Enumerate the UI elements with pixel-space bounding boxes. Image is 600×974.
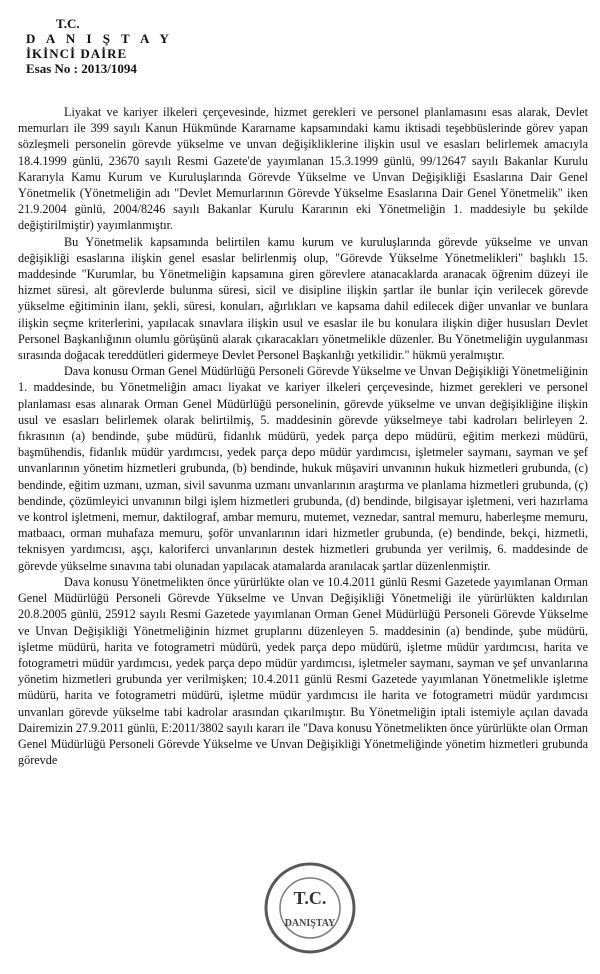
paragraph-1: Liyakat ve kariyer ilkeleri çerçevesinde, hizmet gerekleri ve personel planlamasını esas alarak, Devlet memurları ile 399 sayılı Kanun Hükmünde Kararname kapsamındaki kamu iktisadi teşebbüslerinde görev yapan sözleşmeli personelin görevde yükselme ve unvan değişikliklerine ilişkin usul ve esasları belirlemek amacıyla 18.4.1999 günlü, 23670 sayılı Resmi Gazete'de yayımlanan 15.3.1999 günlü, 99/12647 sayılı Bakanlar Kurulu Kararıyla Kamu Kurum ve Kuruluşlarında Görevde Yükselme ve Unvan Değişikliği Esaslarına Dair Genel Yönetmelik (Yönetmeliğin adı "Devlet Memurlarının Görevde Yükselme Esaslarına Dair Genel Yönetmelik" iken 21.9.2004 günlü, 2004/8246 sayılı Bakanlar Kurulu Kararının eki Yönetmeliğin 1. maddesiyle bu şekilde değiştirilmiştir) yayımlanmıştır. bbox=[18, 105, 588, 233]
header-tc: T.C. bbox=[56, 16, 80, 31]
paragraph-2: Bu Yönetmelik kapsamında belirtilen kamu kurum ve kuruluşlarında görevde yükselme ve unvan değişikliği esaslarına ilişkin genel esaslar belirlenmiş olup, "Görevde Yükselme Yönetmelikleri" başlıklı 15. maddesinde "Kurumlar, bu Yönetmeliğin kapsamına giren görevlere atanacaklarda aranacak öğrenim düzeyi ile hizmet süresi, alt görevlerde bulunma süresi, sicil ve disipline ilişkin şartlar ile bunlar için verilecek görevde yükselme eğitiminin ilanı, şekli, süresi, konuları, ağırlıkları ve kapsama dahil edilecek diğer unvanlar ve bunlara ilişkin seçme kriterlerini, yapılacak sınavlara ilişkin usul ve esaslar ile bu konulara ilişkin diğer hususları Devlet Personel Başkanlığının olumlu görüşünü alarak çıkaracakları yönetmelikle düzenler. Bu Yönetmeliğin uygulanması sırasında doğacak tereddütleri gidermeye Devlet Personel Başkanlığı yetkilidir." hükmü yeralmıştır. bbox=[18, 234, 588, 363]
header-court: D A N I Ş T A Y bbox=[26, 31, 173, 46]
court-seal-stamp bbox=[262, 860, 358, 956]
svg-text:DANIŞTAY: DANIŞTAY bbox=[284, 918, 336, 929]
document-body bbox=[18, 104, 588, 768]
document-header bbox=[26, 16, 173, 76]
header-case-no: Esas No : 2013/1094 bbox=[26, 61, 137, 76]
header-department: İKİNCİ DAİRE bbox=[26, 46, 128, 61]
paragraph-3: Dava konusu Orman Genel Müdürlüğü Personeli Görevde Yükselme ve Unvan Değişikliği Yönetmeliğinin 1. maddesinde, bu Yönetmeliğin amacı liyakat ve kariyer ilkeleri çerçevesinde, hizmet gerekleri ve personel planlaması esas alınarak Orman Genel Müdürlüğü personelinin, görevde yükselme ve unvan değişikliğine ilişkin usul ve esasları belirlemek olarak belirtilmiş, 5. maddesinin görevde yükselmeye tabi kadroları belirleyen 2. fıkrasının (a) bendinde, şube müdürü, fidanlık müdürü, yedek parça depo müdürü, eğitim merkezi müdürü, başmühendis, fidanlık müdür yardımcısı, yedek parça depo müdür yardımcısı, işletmeler saymanı, sayman ve şef unvanlarının yönetim hizmetleri grubunda, (b) bendinde, hukuk müşaviri unvanının hukuk hizmetleri grubunda, (c) bendinde, eğitim uzmanı, uzman, sivil savunma uzmanı unvanlarının araştırma ve planlama hizmetleri grubunda, (ç) bendinde, çözümleyici unvanının bilgi işlem hizmetleri grubunda, (d) bendinde, bilgisayar işletmeni, veri hazırlama ve kontrol işletmeni, memur, daktilograf, ambar memuru, mutemet, veznedar, santral memuru, haberleşme memuru, matbaacı, orman muhafaza memuru, şoför unvanlarının idari hizmetler grubunda, (e) bendinde, bekçi, hizmetli, teknisyen yardımcısı, aşçı, kaloriferci unvanlarının destek hizmetleri grubunda yer verilmiş, 6. maddesinde de görevde yükselme sınavına tabi olunadan yapılacak atamalarda aranılacak şartlar düzenlenmiştir. bbox=[18, 364, 588, 573]
paragraph-4: Dava konusu Yönetmelikten önce yürürlükte olan ve 10.4.2011 günlü Resmi Gazetede yayımlanan Orman Genel Müdürlüğü Personeli Görevde Yükselme ve Unvan Değişikliği Yönetmeliği ile yürürlükten kaldırılan 20.8.2005 günlü, 25912 sayılı Resmi Gazetede yayımlanan Orman Genel Müdürlüğü Personeli Görevde Yükselme ve Unvan Değişikliği Yönetmeliğinin hizmet gruplarını düzenleyen 5. maddesinin (a) bendinde, şube müdürü, işletme müdürü, harita ve fotogrametri müdürü, yedek parça depo müdürü, işletme müdür yardımcısı, harita ve fotogrametri müdür yardımcısı, yedek parça depo müdür yardımcısı, işletmeler saymanı, sayman ve şef unvanlarına yönetim hizmetleri grubunda yer verilmişken; 10.4.2011 günlü Resmi Gazetede yayımlanan Yönetmelikle işletme müdürü, harita ve fotogrametri müdürü, işletme müdür yardımcısı ile harita ve fotogrametri müdür yardımcısı unvanları görevde yükselme tabi kadrolar arasından çıkarılmıştır. Bu Yönetmeliğin iptali istemiyle açılan davada Dairemizin 27.9.2011 günlü, E:2011/3802 sayılı kararı ile "Dava konusu Yönetmelikten önce yürürlükte olan Orman Genel Müdürlüğü Personeli Görevde Yükselme ve Unvan Değişikliği Yönetmeliğinde yönetim hizmetleri grubunda görevde bbox=[18, 574, 588, 768]
svg-text:T.C.: T.C. bbox=[293, 888, 327, 908]
